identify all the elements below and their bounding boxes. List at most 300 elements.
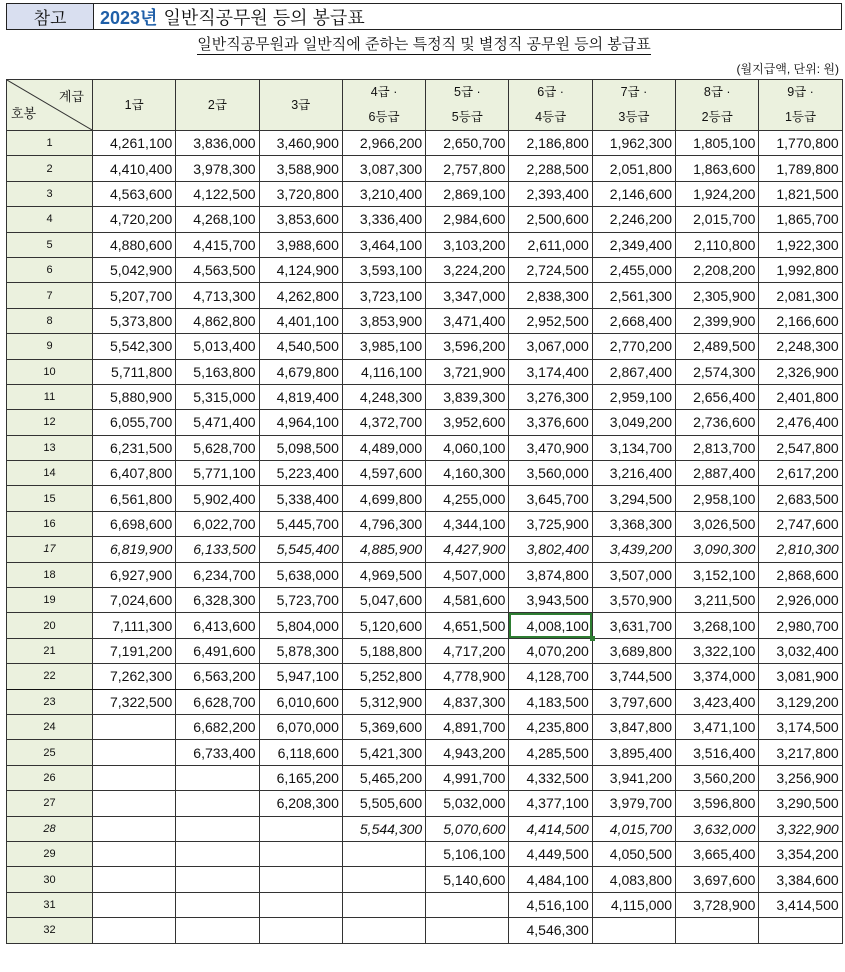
salary-cell[interactable]: 2,186,800 (509, 131, 592, 156)
salary-cell[interactable]: 3,471,100 (676, 714, 759, 739)
salary-cell[interactable]: 6,234,700 (176, 562, 259, 587)
salary-cell[interactable]: 3,839,300 (426, 384, 509, 409)
salary-cell[interactable]: 4,449,500 (509, 841, 592, 866)
salary-cell[interactable]: 3,728,900 (676, 892, 759, 917)
salary-cell[interactable]: 5,878,300 (259, 638, 342, 663)
salary-cell[interactable]: 3,570,900 (592, 588, 675, 613)
salary-cell[interactable]: 2,869,100 (426, 181, 509, 206)
salary-cell[interactable]: 4,546,300 (509, 918, 592, 943)
salary-cell[interactable]: 1,821,500 (759, 181, 842, 206)
salary-cell[interactable] (93, 892, 176, 917)
salary-cell[interactable]: 4,969,500 (342, 562, 425, 587)
salary-cell[interactable]: 6,491,600 (176, 638, 259, 663)
salary-cell[interactable]: 2,051,800 (592, 156, 675, 181)
step-cell[interactable]: 20 (7, 613, 93, 638)
salary-cell[interactable] (259, 841, 342, 866)
salary-cell[interactable]: 4,344,100 (426, 511, 509, 536)
salary-cell[interactable]: 3,516,400 (676, 740, 759, 765)
salary-cell[interactable]: 2,349,400 (592, 232, 675, 257)
step-cell[interactable]: 8 (7, 308, 93, 333)
salary-cell[interactable]: 3,471,400 (426, 308, 509, 333)
step-cell[interactable]: 22 (7, 664, 93, 689)
salary-cell[interactable]: 3,347,000 (426, 283, 509, 308)
salary-cell[interactable]: 3,294,500 (592, 486, 675, 511)
salary-cell[interactable]: 6,927,900 (93, 562, 176, 587)
salary-cell[interactable] (342, 918, 425, 943)
salary-cell[interactable]: 4,837,300 (426, 689, 509, 714)
salary-cell[interactable]: 4,008,100 (509, 613, 592, 638)
salary-cell[interactable]: 2,683,500 (759, 486, 842, 511)
salary-cell[interactable]: 4,262,800 (259, 283, 342, 308)
salary-cell[interactable] (426, 918, 509, 943)
salary-cell[interactable]: 4,128,700 (509, 664, 592, 689)
salary-cell[interactable] (759, 918, 842, 943)
salary-cell[interactable] (342, 892, 425, 917)
salary-cell[interactable]: 6,563,200 (176, 664, 259, 689)
salary-cell[interactable]: 6,055,700 (93, 410, 176, 435)
salary-cell[interactable]: 3,224,200 (426, 257, 509, 282)
salary-cell[interactable]: 4,563,500 (176, 257, 259, 282)
salary-cell[interactable]: 3,211,500 (676, 588, 759, 613)
salary-cell[interactable]: 3,414,500 (759, 892, 842, 917)
salary-cell[interactable]: 3,290,500 (759, 791, 842, 816)
salary-cell[interactable]: 5,421,300 (342, 740, 425, 765)
salary-cell[interactable]: 4,124,900 (259, 257, 342, 282)
salary-cell[interactable]: 3,049,200 (592, 410, 675, 435)
salary-cell[interactable]: 5,047,600 (342, 588, 425, 613)
salary-cell[interactable]: 3,322,900 (759, 816, 842, 841)
salary-cell[interactable]: 2,326,900 (759, 359, 842, 384)
salary-cell[interactable]: 2,455,000 (592, 257, 675, 282)
salary-cell[interactable]: 5,163,800 (176, 359, 259, 384)
step-cell[interactable]: 32 (7, 918, 93, 943)
salary-cell[interactable]: 4,507,000 (426, 562, 509, 587)
salary-cell[interactable]: 6,208,300 (259, 791, 342, 816)
salary-cell[interactable]: 4,796,300 (342, 511, 425, 536)
salary-cell[interactable]: 3,895,400 (592, 740, 675, 765)
salary-cell[interactable]: 5,013,400 (176, 334, 259, 359)
salary-cell[interactable]: 2,476,400 (759, 410, 842, 435)
salary-cell[interactable]: 3,276,300 (509, 384, 592, 409)
salary-cell[interactable]: 2,146,600 (592, 181, 675, 206)
salary-cell[interactable]: 4,285,500 (509, 740, 592, 765)
salary-cell[interactable]: 5,947,100 (259, 664, 342, 689)
salary-cell[interactable]: 3,847,800 (592, 714, 675, 739)
salary-cell[interactable]: 4,651,500 (426, 613, 509, 638)
salary-cell[interactable] (176, 765, 259, 790)
salary-cell[interactable] (676, 918, 759, 943)
salary-cell[interactable] (259, 918, 342, 943)
salary-cell[interactable]: 6,328,300 (176, 588, 259, 613)
salary-cell[interactable] (93, 867, 176, 892)
salary-cell[interactable]: 6,413,600 (176, 613, 259, 638)
salary-cell[interactable]: 5,880,900 (93, 384, 176, 409)
salary-cell[interactable]: 6,070,000 (259, 714, 342, 739)
step-cell[interactable]: 30 (7, 867, 93, 892)
salary-cell[interactable]: 5,312,900 (342, 689, 425, 714)
salary-cell[interactable]: 3,210,400 (342, 181, 425, 206)
salary-cell[interactable]: 5,465,200 (342, 765, 425, 790)
salary-cell[interactable]: 2,952,500 (509, 308, 592, 333)
salary-cell[interactable]: 7,191,200 (93, 638, 176, 663)
salary-cell[interactable]: 1,865,700 (759, 207, 842, 232)
salary-cell[interactable]: 2,926,000 (759, 588, 842, 613)
salary-cell[interactable]: 3,941,200 (592, 765, 675, 790)
salary-cell[interactable]: 4,261,100 (93, 131, 176, 156)
salary-cell[interactable]: 3,952,600 (426, 410, 509, 435)
salary-cell[interactable]: 4,713,300 (176, 283, 259, 308)
salary-cell[interactable]: 5,804,000 (259, 613, 342, 638)
salary-cell[interactable]: 3,723,100 (342, 283, 425, 308)
salary-cell[interactable]: 2,757,800 (426, 156, 509, 181)
salary-cell[interactable] (426, 892, 509, 917)
salary-cell[interactable]: 7,111,300 (93, 613, 176, 638)
salary-cell[interactable]: 2,401,800 (759, 384, 842, 409)
step-cell[interactable]: 27 (7, 791, 93, 816)
salary-cell[interactable]: 5,315,000 (176, 384, 259, 409)
salary-cell[interactable]: 2,770,200 (592, 334, 675, 359)
salary-cell[interactable]: 2,015,700 (676, 207, 759, 232)
salary-cell[interactable]: 2,246,200 (592, 207, 675, 232)
salary-cell[interactable]: 7,322,500 (93, 689, 176, 714)
salary-cell[interactable]: 4,414,500 (509, 816, 592, 841)
salary-cell[interactable]: 2,166,600 (759, 308, 842, 333)
salary-cell[interactable]: 3,596,200 (426, 334, 509, 359)
step-cell[interactable]: 10 (7, 359, 93, 384)
salary-cell[interactable]: 1,924,200 (676, 181, 759, 206)
salary-cell[interactable]: 3,632,000 (676, 816, 759, 841)
salary-cell[interactable]: 3,216,400 (592, 461, 675, 486)
salary-cell[interactable]: 3,853,600 (259, 207, 342, 232)
salary-cell[interactable]: 6,682,200 (176, 714, 259, 739)
salary-cell[interactable]: 5,042,900 (93, 257, 176, 282)
salary-cell[interactable]: 3,943,500 (509, 588, 592, 613)
salary-cell[interactable]: 2,810,300 (759, 537, 842, 562)
salary-cell[interactable]: 5,545,400 (259, 537, 342, 562)
salary-cell[interactable]: 1,863,600 (676, 156, 759, 181)
step-cell[interactable]: 5 (7, 232, 93, 257)
salary-cell[interactable]: 4,880,600 (93, 232, 176, 257)
salary-cell[interactable]: 3,665,400 (676, 841, 759, 866)
salary-cell[interactable]: 6,561,800 (93, 486, 176, 511)
step-cell[interactable]: 4 (7, 207, 93, 232)
salary-cell[interactable]: 4,410,400 (93, 156, 176, 181)
step-cell[interactable]: 2 (7, 156, 93, 181)
salary-cell[interactable]: 2,959,100 (592, 384, 675, 409)
salary-cell[interactable]: 5,223,400 (259, 461, 342, 486)
salary-cell[interactable]: 2,110,800 (676, 232, 759, 257)
salary-cell[interactable]: 6,733,400 (176, 740, 259, 765)
salary-cell[interactable]: 4,679,800 (259, 359, 342, 384)
salary-cell[interactable]: 4,060,100 (426, 435, 509, 460)
step-cell[interactable]: 29 (7, 841, 93, 866)
salary-cell[interactable]: 5,098,500 (259, 435, 342, 460)
salary-cell[interactable]: 3,217,800 (759, 740, 842, 765)
salary-cell[interactable]: 3,874,800 (509, 562, 592, 587)
salary-cell[interactable] (93, 765, 176, 790)
salary-cell[interactable]: 6,819,900 (93, 537, 176, 562)
salary-cell[interactable]: 2,547,800 (759, 435, 842, 460)
salary-cell[interactable]: 4,819,400 (259, 384, 342, 409)
salary-cell[interactable]: 6,118,600 (259, 740, 342, 765)
salary-cell[interactable]: 2,489,500 (676, 334, 759, 359)
salary-cell[interactable] (176, 816, 259, 841)
salary-cell[interactable]: 4,991,700 (426, 765, 509, 790)
salary-cell[interactable]: 2,500,600 (509, 207, 592, 232)
salary-cell[interactable]: 2,208,200 (676, 257, 759, 282)
salary-cell[interactable]: 4,489,000 (342, 435, 425, 460)
salary-cell[interactable]: 3,560,200 (676, 765, 759, 790)
step-cell[interactable]: 26 (7, 765, 93, 790)
salary-cell[interactable]: 4,484,100 (509, 867, 592, 892)
salary-cell[interactable]: 2,747,600 (759, 511, 842, 536)
step-cell[interactable]: 1 (7, 131, 93, 156)
salary-cell[interactable]: 6,698,600 (93, 511, 176, 536)
salary-cell[interactable]: 2,887,400 (676, 461, 759, 486)
salary-cell[interactable]: 2,736,600 (676, 410, 759, 435)
salary-cell[interactable]: 5,252,800 (342, 664, 425, 689)
salary-cell[interactable]: 3,470,900 (509, 435, 592, 460)
salary-cell[interactable]: 3,032,400 (759, 638, 842, 663)
salary-cell[interactable] (93, 816, 176, 841)
salary-cell[interactable]: 4,050,500 (592, 841, 675, 866)
salary-cell[interactable]: 3,797,600 (592, 689, 675, 714)
salary-cell[interactable]: 4,778,900 (426, 664, 509, 689)
salary-cell[interactable]: 5,140,600 (426, 867, 509, 892)
salary-cell[interactable]: 3,268,100 (676, 613, 759, 638)
salary-cell[interactable]: 6,231,500 (93, 435, 176, 460)
salary-cell[interactable]: 3,744,500 (592, 664, 675, 689)
salary-cell[interactable]: 2,958,100 (676, 486, 759, 511)
step-cell[interactable]: 13 (7, 435, 93, 460)
salary-cell[interactable]: 2,868,600 (759, 562, 842, 587)
salary-cell[interactable] (93, 918, 176, 943)
salary-cell[interactable] (342, 841, 425, 866)
salary-cell[interactable] (592, 918, 675, 943)
salary-cell[interactable]: 3,836,000 (176, 131, 259, 156)
salary-cell[interactable]: 4,516,100 (509, 892, 592, 917)
salary-cell[interactable]: 6,407,800 (93, 461, 176, 486)
salary-cell[interactable]: 5,106,100 (426, 841, 509, 866)
salary-cell[interactable]: 3,174,400 (509, 359, 592, 384)
salary-cell[interactable]: 5,544,300 (342, 816, 425, 841)
salary-cell[interactable]: 1,922,300 (759, 232, 842, 257)
salary-cell[interactable]: 3,081,900 (759, 664, 842, 689)
salary-cell[interactable]: 4,116,100 (342, 359, 425, 384)
salary-cell[interactable]: 4,015,700 (592, 816, 675, 841)
salary-cell[interactable]: 4,885,900 (342, 537, 425, 562)
salary-cell[interactable] (93, 740, 176, 765)
salary-cell[interactable]: 3,720,800 (259, 181, 342, 206)
salary-cell[interactable]: 3,174,500 (759, 714, 842, 739)
salary-cell[interactable]: 4,943,200 (426, 740, 509, 765)
salary-cell[interactable]: 3,596,800 (676, 791, 759, 816)
salary-cell[interactable]: 4,070,200 (509, 638, 592, 663)
step-cell[interactable]: 24 (7, 714, 93, 739)
salary-cell[interactable]: 5,445,700 (259, 511, 342, 536)
salary-cell[interactable]: 3,978,300 (176, 156, 259, 181)
salary-cell[interactable]: 3,374,000 (676, 664, 759, 689)
salary-cell[interactable]: 3,853,900 (342, 308, 425, 333)
salary-cell[interactable]: 4,720,200 (93, 207, 176, 232)
salary-cell[interactable]: 4,427,900 (426, 537, 509, 562)
salary-cell[interactable]: 5,373,800 (93, 308, 176, 333)
salary-cell[interactable]: 2,248,300 (759, 334, 842, 359)
salary-cell[interactable]: 3,376,600 (509, 410, 592, 435)
salary-cell[interactable]: 2,650,700 (426, 131, 509, 156)
salary-cell[interactable] (93, 714, 176, 739)
salary-cell[interactable]: 3,103,200 (426, 232, 509, 257)
salary-cell[interactable]: 3,067,000 (509, 334, 592, 359)
salary-cell[interactable]: 2,656,400 (676, 384, 759, 409)
salary-cell[interactable]: 3,985,100 (342, 334, 425, 359)
salary-cell[interactable]: 5,638,000 (259, 562, 342, 587)
salary-cell[interactable]: 2,081,300 (759, 283, 842, 308)
salary-cell[interactable]: 4,964,100 (259, 410, 342, 435)
salary-cell[interactable]: 1,962,300 (592, 131, 675, 156)
salary-cell[interactable]: 5,902,400 (176, 486, 259, 511)
salary-cell[interactable]: 6,022,700 (176, 511, 259, 536)
salary-cell[interactable]: 3,988,600 (259, 232, 342, 257)
salary-cell[interactable]: 5,120,600 (342, 613, 425, 638)
salary-cell[interactable]: 7,024,600 (93, 588, 176, 613)
salary-cell[interactable]: 3,507,000 (592, 562, 675, 587)
step-cell[interactable]: 6 (7, 257, 93, 282)
salary-cell[interactable]: 3,354,200 (759, 841, 842, 866)
salary-cell[interactable]: 3,593,100 (342, 257, 425, 282)
salary-cell[interactable] (259, 867, 342, 892)
salary-cell[interactable]: 3,134,700 (592, 435, 675, 460)
salary-cell[interactable]: 1,992,800 (759, 257, 842, 282)
salary-cell[interactable]: 3,336,400 (342, 207, 425, 232)
salary-cell[interactable]: 2,966,200 (342, 131, 425, 156)
salary-cell[interactable] (176, 918, 259, 943)
salary-cell[interactable] (259, 816, 342, 841)
salary-cell[interactable]: 3,460,900 (259, 131, 342, 156)
salary-cell[interactable] (176, 791, 259, 816)
salary-cell[interactable]: 4,377,100 (509, 791, 592, 816)
step-cell[interactable]: 21 (7, 638, 93, 663)
salary-cell[interactable]: 3,979,700 (592, 791, 675, 816)
salary-cell[interactable] (176, 867, 259, 892)
salary-cell[interactable]: 3,256,900 (759, 765, 842, 790)
salary-cell[interactable]: 5,471,400 (176, 410, 259, 435)
salary-cell[interactable]: 4,122,500 (176, 181, 259, 206)
salary-cell[interactable]: 3,631,700 (592, 613, 675, 638)
salary-cell[interactable]: 2,724,500 (509, 257, 592, 282)
salary-cell[interactable]: 4,415,700 (176, 232, 259, 257)
step-cell[interactable]: 15 (7, 486, 93, 511)
salary-cell[interactable]: 7,262,300 (93, 664, 176, 689)
salary-cell[interactable]: 4,597,600 (342, 461, 425, 486)
salary-cell[interactable]: 2,867,400 (592, 359, 675, 384)
step-cell[interactable]: 23 (7, 689, 93, 714)
step-cell[interactable]: 19 (7, 588, 93, 613)
salary-cell[interactable]: 3,721,900 (426, 359, 509, 384)
salary-cell[interactable]: 1,789,800 (759, 156, 842, 181)
step-cell[interactable]: 28 (7, 816, 93, 841)
salary-cell[interactable]: 4,083,800 (592, 867, 675, 892)
salary-cell[interactable]: 4,401,100 (259, 308, 342, 333)
salary-cell[interactable] (176, 892, 259, 917)
salary-cell[interactable]: 4,268,100 (176, 207, 259, 232)
salary-cell[interactable]: 2,399,900 (676, 308, 759, 333)
salary-cell[interactable]: 2,611,000 (509, 232, 592, 257)
step-cell[interactable]: 16 (7, 511, 93, 536)
salary-cell[interactable]: 5,505,600 (342, 791, 425, 816)
salary-cell[interactable]: 3,026,500 (676, 511, 759, 536)
salary-cell[interactable]: 4,115,000 (592, 892, 675, 917)
salary-cell[interactable]: 4,581,600 (426, 588, 509, 613)
salary-cell[interactable]: 5,338,400 (259, 486, 342, 511)
salary-cell[interactable]: 4,862,800 (176, 308, 259, 333)
salary-cell[interactable]: 6,165,200 (259, 765, 342, 790)
salary-cell[interactable]: 4,235,800 (509, 714, 592, 739)
salary-cell[interactable] (342, 867, 425, 892)
salary-cell[interactable]: 2,617,200 (759, 461, 842, 486)
salary-cell[interactable]: 3,368,300 (592, 511, 675, 536)
salary-cell[interactable]: 3,588,900 (259, 156, 342, 181)
salary-cell[interactable]: 3,689,800 (592, 638, 675, 663)
salary-cell[interactable]: 6,010,600 (259, 689, 342, 714)
salary-cell[interactable]: 2,984,600 (426, 207, 509, 232)
salary-cell[interactable]: 2,813,700 (676, 435, 759, 460)
salary-cell[interactable]: 2,838,300 (509, 283, 592, 308)
salary-cell[interactable]: 4,563,600 (93, 181, 176, 206)
step-cell[interactable]: 31 (7, 892, 93, 917)
salary-cell[interactable]: 5,771,100 (176, 461, 259, 486)
salary-cell[interactable]: 2,561,300 (592, 283, 675, 308)
step-cell[interactable]: 3 (7, 181, 93, 206)
salary-cell[interactable]: 3,087,300 (342, 156, 425, 181)
salary-cell[interactable]: 5,723,700 (259, 588, 342, 613)
salary-cell[interactable]: 4,699,800 (342, 486, 425, 511)
step-cell[interactable]: 12 (7, 410, 93, 435)
salary-cell[interactable]: 4,717,200 (426, 638, 509, 663)
salary-cell[interactable] (259, 892, 342, 917)
salary-cell[interactable]: 2,305,900 (676, 283, 759, 308)
step-cell[interactable]: 11 (7, 384, 93, 409)
salary-cell[interactable]: 3,129,200 (759, 689, 842, 714)
salary-cell[interactable]: 5,207,700 (93, 283, 176, 308)
salary-cell[interactable]: 2,980,700 (759, 613, 842, 638)
step-cell[interactable]: 17 (7, 537, 93, 562)
salary-cell[interactable]: 3,423,400 (676, 689, 759, 714)
salary-cell[interactable]: 1,770,800 (759, 131, 842, 156)
salary-cell[interactable]: 3,560,000 (509, 461, 592, 486)
salary-cell[interactable]: 4,248,300 (342, 384, 425, 409)
salary-cell[interactable]: 3,802,400 (509, 537, 592, 562)
step-cell[interactable]: 7 (7, 283, 93, 308)
salary-cell[interactable]: 4,332,500 (509, 765, 592, 790)
salary-cell[interactable]: 5,711,800 (93, 359, 176, 384)
salary-cell[interactable]: 2,393,400 (509, 181, 592, 206)
salary-cell[interactable]: 6,628,700 (176, 689, 259, 714)
salary-cell[interactable]: 4,540,500 (259, 334, 342, 359)
step-cell[interactable]: 18 (7, 562, 93, 587)
salary-cell[interactable]: 3,697,600 (676, 867, 759, 892)
salary-cell[interactable] (176, 841, 259, 866)
salary-cell[interactable]: 5,032,000 (426, 791, 509, 816)
salary-cell[interactable]: 3,322,100 (676, 638, 759, 663)
salary-cell[interactable]: 3,645,700 (509, 486, 592, 511)
salary-cell[interactable]: 3,152,100 (676, 562, 759, 587)
step-cell[interactable]: 14 (7, 461, 93, 486)
salary-cell[interactable]: 2,668,400 (592, 308, 675, 333)
salary-cell[interactable]: 3,384,600 (759, 867, 842, 892)
step-cell[interactable]: 25 (7, 740, 93, 765)
salary-cell[interactable]: 1,805,100 (676, 131, 759, 156)
